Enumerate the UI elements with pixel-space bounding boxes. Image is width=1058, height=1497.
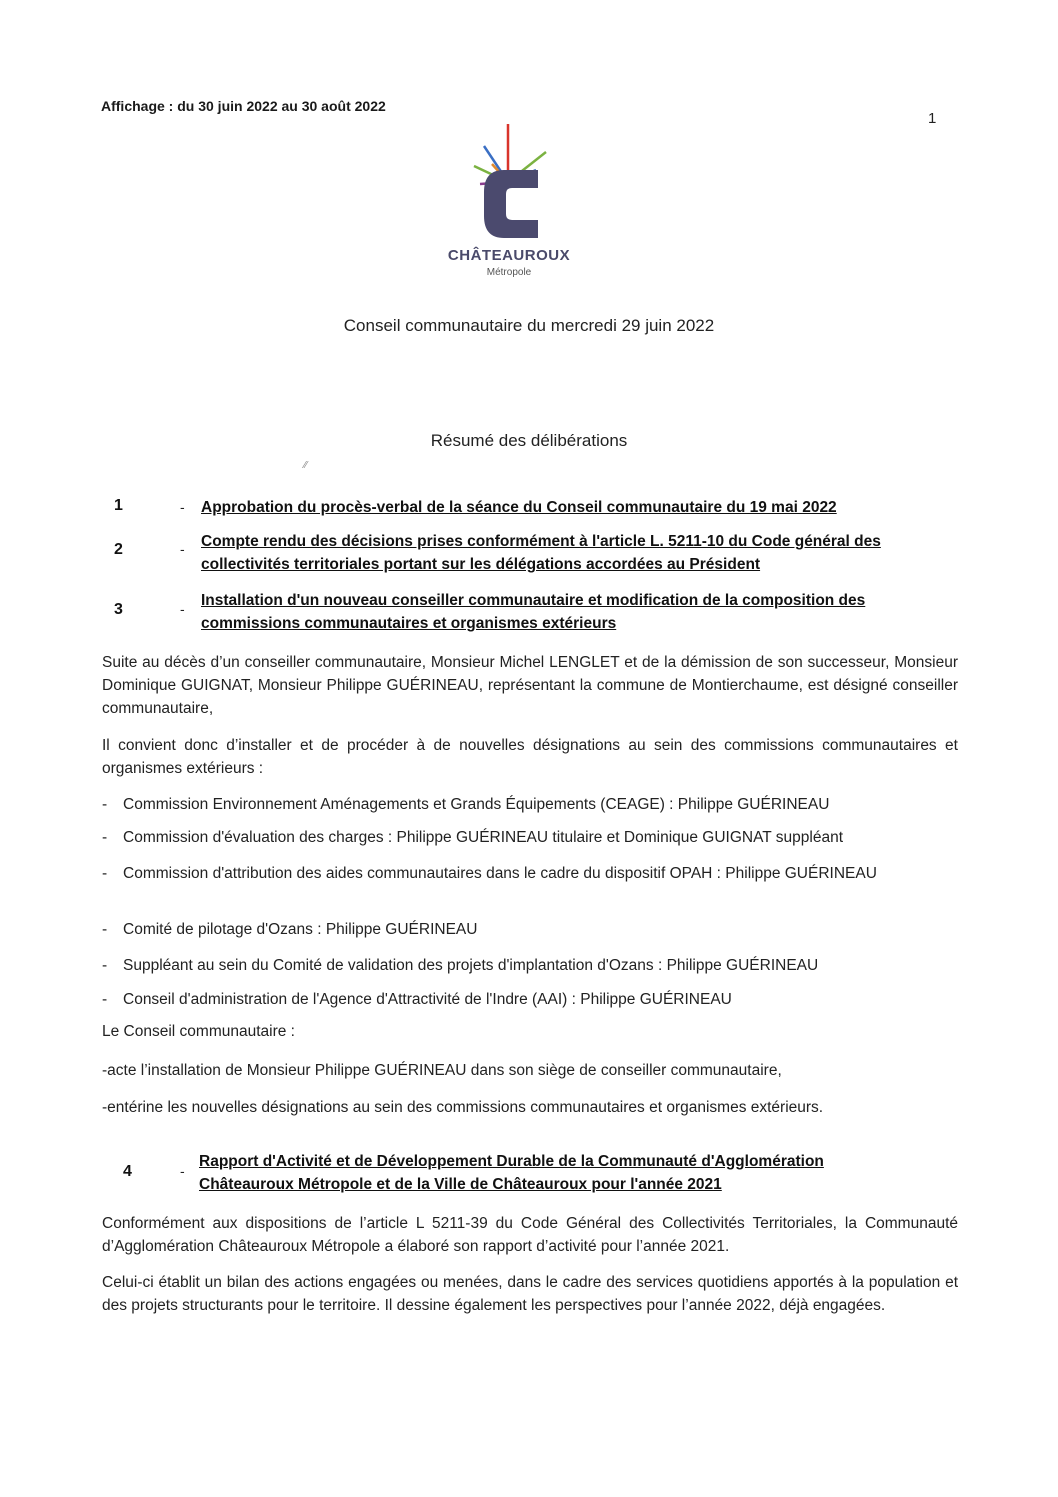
bullet-text: Commission d'attribution des aides communautaires dans le cadre du dispositif OPAH : Philippe GUÉRINEAU (123, 865, 877, 882)
item-4-title-line1: Rapport d'Activité et de Développement Durable de la Communauté d'Agglomération (199, 1153, 824, 1170)
item-4-dash: - (180, 1163, 185, 1179)
conclusion-intro: Le Conseil communautaire : (102, 1023, 295, 1040)
item-3-dash: - (180, 601, 185, 617)
bullet-dash: - (102, 991, 108, 1008)
bullet-text: Suppléant au sein du Comité de validation des projets d'implantation d'Ozans : Philippe GUÉRINEAU (123, 957, 819, 974)
item-4-paragraph-1: Conformément aux dispositions de l’article L 5211-39 du Code Général des Collectivités Territoriales, la Communauté d’Agglomération Châteauroux Métropole a élaboré son rapport d’activité pour l’année 2021. (102, 1215, 958, 1255)
council-title: Conseil communautaire du mercredi 29 juin 2022 (343, 316, 715, 335)
item-1-dash: - (180, 499, 185, 515)
conclusion-1: -acte l’installation de Monsieur Philippe GUÉRINEAU dans son siège de conseiller communautaire, (102, 1062, 782, 1079)
posting-period: Affichage : du 30 juin 2022 au 30 août 2022 (101, 98, 386, 114)
item-3-paragraph-1: Suite au décès d’un conseiller communautaire, Monsieur Michel LENGLET et de la démission de son successeur, Monsieur Dominique GUIGNAT, Monsieur Philippe GUÉRINEAU, représentant la commune de Montierchaume, est désigné conseiller communautaire, (102, 654, 958, 717)
page-number: 1 (928, 110, 937, 127)
bullet-dash: - (102, 829, 108, 846)
logo-c-icon (440, 120, 580, 245)
item-1-number: 1 (114, 497, 123, 514)
bullet-text: Conseil d'administration de l'Agence d'Attractivité de l'Indre (AAI) : Philippe GUÉRINEAU (123, 991, 732, 1008)
item-2-number: 2 (114, 541, 123, 558)
conclusion-2: -entérine les nouvelles désignations au sein des commissions communautaires et organismes extérieurs. (102, 1099, 824, 1116)
item-4-title-line2: Châteauroux Métropole et de la Ville de Châteauroux pour l'année 2021 (199, 1176, 722, 1193)
bullet-dash: - (102, 921, 108, 938)
logo-name: CHÂTEAUROUX (447, 247, 571, 264)
item-2-dash: - (180, 541, 185, 557)
bullet-text: Comité de pilotage d'Ozans : Philippe GUÉRINEAU (123, 921, 478, 938)
bullet-dash: - (102, 865, 108, 882)
scan-mark: ⁄⁄ (304, 460, 308, 471)
item-4-paragraph-2: Celui-ci établit un bilan des actions engagées ou menées, dans le cadre des services quotidiens apportés à la population et des projets structurants pour le territoire. Il dessine également les perspectives pour l’année 2022, déjà engagées. (102, 1274, 958, 1314)
item-3-number: 3 (114, 601, 123, 618)
bullet-text: Commission d'évaluation des charges : Philippe GUÉRINEAU titulaire et Dominique GUIGNAT suppléant (123, 829, 844, 846)
bullet-dash: - (102, 796, 108, 813)
logo-subtitle: Métropole (486, 267, 532, 278)
bullet-text: Commission Environnement Aménagements et Grands Équipements (CEAGE) : Philippe GUÉRINEAU (123, 796, 830, 813)
item-3-title-line1: Installation d'un nouveau conseiller communautaire et modification de la composition des (201, 592, 866, 609)
bullet-dash: - (102, 957, 108, 974)
summary-title: Résumé des délibérations (430, 431, 628, 450)
item-2-title-line1: Compte rendu des décisions prises conformément à l'article L. 5211-10 du Code général des (201, 533, 881, 550)
item-4-number: 4 (123, 1163, 132, 1180)
item-3-title-line2: commissions communautaires et organismes extérieurs (201, 615, 617, 632)
item-3-paragraph-2: Il convient donc d’installer et de procéder à de nouvelles désignations au sein des commissions communautaires et organismes extérieurs : (102, 737, 958, 777)
chateauroux-logo (440, 120, 620, 290)
item-2-title-line2: collectivités territoriales portant sur les délégations accordées au Président (201, 556, 761, 573)
item-1-title: Approbation du procès-verbal de la séance du Conseil communautaire du 19 mai 2022 (201, 499, 837, 516)
